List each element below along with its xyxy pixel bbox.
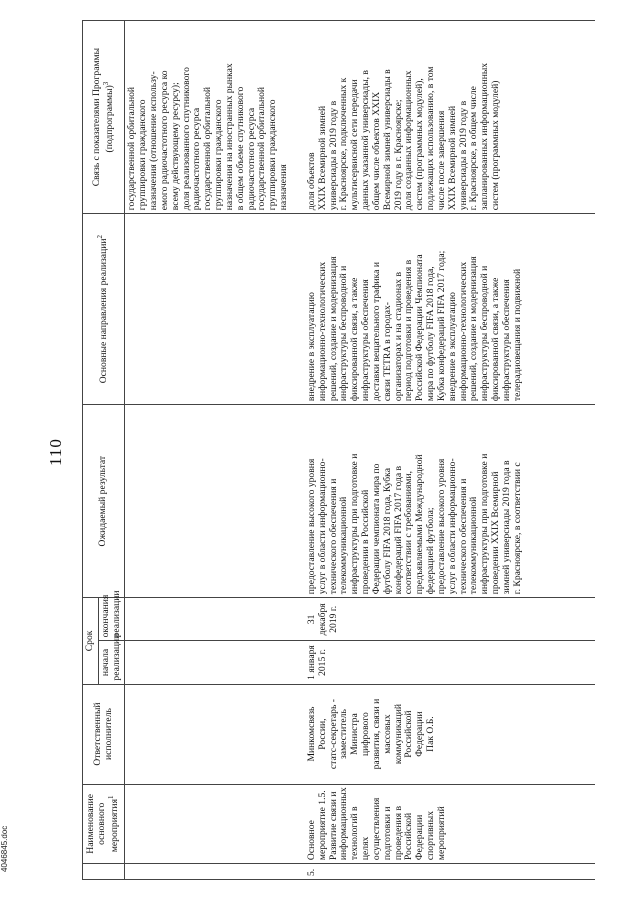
cell-line: Федерации bbox=[414, 814, 426, 861]
cell-line: систем (программных модулей), bbox=[414, 78, 426, 211]
cell-line: доля созданных информационных bbox=[403, 70, 415, 211]
cell-line: информационных bbox=[338, 787, 350, 861]
cell-line: услуг в области информационно- bbox=[316, 458, 328, 595]
cell-line: технологий в bbox=[349, 806, 361, 861]
header-directions: Основные направления реализации$^2$ bbox=[83, 214, 125, 405]
file-name-footer: 4046845.doc bbox=[0, 825, 9, 872]
cell-line: решений, создание и модернизация bbox=[327, 256, 339, 402]
executor-cell bbox=[305, 684, 595, 784]
cell-line: Федерации bbox=[414, 711, 426, 757]
cell-line: решений, создание и модернизация bbox=[468, 256, 480, 402]
cell-line: запланированных информационных bbox=[479, 62, 491, 211]
header-link: Связь с показателями Программы (подпрограммы)$^3$ bbox=[83, 21, 125, 214]
cell-line: телекоммуникационной bbox=[338, 496, 350, 595]
header-name: Наименование основного мероприятия$^1$ bbox=[83, 784, 125, 864]
cell-line: внедрение в эксплуатацию bbox=[305, 292, 317, 402]
cell-line: федерацией футбола; bbox=[425, 507, 437, 595]
cell-line: целях bbox=[360, 836, 372, 861]
cell-line: универсиады в 2019 году в bbox=[327, 100, 339, 211]
cell-line: Федерации чемпионата мира по bbox=[370, 463, 382, 595]
cell-line: Основное bbox=[305, 820, 317, 861]
cell-line: инфраструктуры при подготовке и bbox=[349, 453, 361, 595]
cell-line: универсиады в 2019 году в bbox=[457, 100, 469, 211]
page-stage bbox=[40, 12, 600, 892]
cell-line: цифрового bbox=[360, 712, 372, 756]
header-executor: Ответственный исполнитель bbox=[83, 684, 125, 784]
cell-line: России, bbox=[316, 718, 328, 750]
cell-line: Пак О.Б. bbox=[425, 716, 437, 752]
cell-line: общем числе объектов XXIX bbox=[370, 91, 382, 211]
cell-line: 1 января bbox=[305, 645, 317, 680]
cell-line: назначения (отношение использу- bbox=[148, 71, 160, 211]
cell-line: инфраструктуры беспроводной и bbox=[479, 265, 491, 402]
cell-line: 2019 году в г. Красноярске; bbox=[392, 99, 404, 211]
cell-line: предоставление высокого уровня bbox=[435, 458, 447, 595]
cell-line: Всемирной зимней универсиады в bbox=[381, 69, 393, 211]
cell-line: инфраструктуры обеспечения bbox=[500, 279, 512, 402]
header-end: окончания реализации bbox=[98, 598, 125, 641]
cell-line: внедрение в эксплуатацию bbox=[446, 292, 458, 402]
cell-line: радиочастотного ресурса bbox=[245, 107, 257, 211]
cell-line: Министра bbox=[349, 713, 361, 755]
page-number: 110 bbox=[46, 438, 65, 466]
cell-line: фиксированной связи, а также bbox=[349, 277, 361, 402]
cell-line: спортивных bbox=[425, 811, 437, 861]
cell-line: государственной орбитальной bbox=[256, 86, 268, 211]
cell-line: развития, связи и bbox=[370, 698, 382, 770]
cell-line: технического обеспечения и bbox=[457, 478, 469, 595]
cell-line: Развитие связи и bbox=[327, 791, 339, 861]
cell-line: XXIX Всемирной зимней bbox=[446, 105, 458, 211]
cell-line: 2019 г. bbox=[327, 605, 339, 633]
cell-line: инфраструктуры при подготовке и bbox=[479, 453, 491, 595]
cell-line: назначения bbox=[278, 164, 290, 211]
cell-line: систем (программных модулей) bbox=[490, 80, 502, 211]
directions-cell bbox=[305, 214, 595, 405]
cell-line: подлежащих использованию, в том bbox=[425, 66, 437, 211]
cell-line: Минкомсвязь bbox=[305, 706, 317, 762]
table-row-continuation bbox=[125, 21, 305, 880]
cell-line: информационно-технологических bbox=[457, 261, 469, 402]
end-date-cell bbox=[305, 598, 595, 641]
rotated-page bbox=[40, 12, 600, 892]
cell-line: связи TETRA в городах- bbox=[381, 302, 393, 402]
cell-line: футболу FIFA 2018 года, Кубка bbox=[381, 468, 393, 595]
cell-line: проведении в Российской bbox=[360, 489, 372, 595]
result-cell bbox=[305, 405, 595, 598]
cell-line: мира по футболу FIFA 2018 года, bbox=[425, 266, 437, 402]
program-table bbox=[82, 20, 595, 880]
cell-line: информационно-технологических bbox=[316, 261, 328, 402]
cell-line: услуг в области информационно- bbox=[446, 458, 458, 595]
cell-line: предоставление высокого уровня bbox=[305, 458, 317, 595]
header-row-1 bbox=[83, 21, 99, 880]
cell-line: статс-секретарь - bbox=[327, 699, 339, 770]
cell-line: телекоммуникационной bbox=[468, 496, 480, 595]
cell-line: 2015 г. bbox=[316, 649, 328, 676]
cell-line: доставки вещательного трафика и bbox=[370, 262, 382, 402]
link-cell bbox=[305, 21, 595, 214]
cell-line: конфедераций FIFA 2017 года в bbox=[392, 465, 404, 595]
header-num bbox=[83, 864, 125, 880]
cell-line: радиочастотного ресурса bbox=[191, 107, 203, 211]
cell-line: Российской bbox=[403, 812, 415, 861]
cell-line: организаторах и на стадионах в bbox=[392, 272, 404, 402]
cell-line: группировки гражданского bbox=[267, 99, 279, 211]
cell-line: числе после завершения bbox=[435, 110, 447, 211]
header-result: Ожидаемый результат bbox=[83, 405, 125, 598]
cell-line: Российской bbox=[403, 710, 415, 758]
cell-line: емого радиочастотного ресурса ко bbox=[158, 70, 170, 211]
cell-line: мероприятий bbox=[435, 806, 447, 861]
cell-line: группировки гражданского bbox=[137, 99, 149, 211]
cell-line: доля объектов bbox=[305, 152, 317, 211]
cell-line: телерадиовещания и подвижной bbox=[511, 268, 523, 402]
cell-line: фиксированной связи, а также bbox=[490, 277, 502, 402]
cell-line: соответствии с требованиями, bbox=[403, 470, 415, 595]
cell-line: государственной орбитальной bbox=[202, 86, 214, 211]
cell-line: г. Красноярске, в соответствии с bbox=[511, 462, 523, 595]
cell-line: инфраструктуры беспроводной и bbox=[338, 265, 350, 402]
start-date-cell bbox=[305, 641, 595, 684]
cell-line: XXIX Всемирной зимней bbox=[316, 105, 328, 211]
cell-line: государственной орбитальной bbox=[126, 86, 138, 211]
cell-line: зимней универсиады 2019 года в bbox=[500, 460, 512, 595]
header-term: Срок bbox=[83, 598, 99, 684]
cell-line: 31 декабря bbox=[305, 603, 328, 636]
prev-link-cell bbox=[125, 21, 305, 214]
cell-line: заместитель bbox=[338, 709, 350, 759]
cell-line: проведения в bbox=[392, 806, 404, 861]
row-number: 5. bbox=[305, 864, 595, 880]
cell-line: всему действующему ресурсу); bbox=[169, 82, 181, 211]
cell-line: группировки гражданского bbox=[213, 99, 225, 211]
cell-line: подготовки и bbox=[381, 806, 393, 861]
cell-line: период подготовки и проведения в bbox=[403, 259, 415, 402]
table-row bbox=[305, 21, 595, 880]
cell-line: г. Красноярске, подключенных к bbox=[338, 77, 350, 211]
cell-line: осуществления bbox=[370, 797, 382, 861]
cell-line: Российской Федерации Чемпионата bbox=[414, 254, 426, 402]
cell-line: массовых bbox=[381, 714, 393, 754]
cell-line: г. Красноярске, в общем числе bbox=[468, 86, 480, 211]
cell-line: мероприятие 1.5. bbox=[316, 790, 328, 861]
measure-name-cell bbox=[305, 784, 595, 864]
cell-line: проведении XXIX Всемирной bbox=[490, 471, 502, 595]
cell-line: доля реализованного спутникового bbox=[180, 67, 192, 211]
cell-line: данных указанной универсиады, в bbox=[360, 70, 372, 211]
cell-line: инфраструктуры обеспечения bbox=[360, 279, 372, 402]
cell-line: мультисервисной сети передачи bbox=[349, 79, 361, 211]
header-start: начала реализации bbox=[98, 641, 125, 684]
cell-line: предъявляемыми Международной bbox=[414, 454, 426, 595]
cell-line: назначения на иностранных рынках bbox=[223, 63, 235, 211]
cell-line: в общем объеме спутникового bbox=[234, 86, 246, 211]
cell-line: Кубка конфедераций FIFA 2017 года; bbox=[435, 250, 447, 402]
cell-line: технического обеспечения и bbox=[327, 478, 339, 595]
cell-line: коммуникаций bbox=[392, 703, 404, 765]
